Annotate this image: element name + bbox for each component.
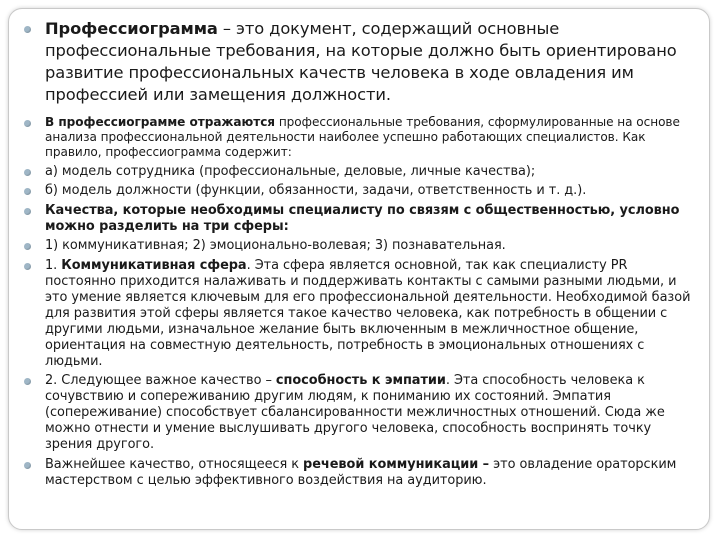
item-text: это овладение ораторским мастерством с целью эффективного воздействия на аудиторию. bbox=[45, 456, 677, 488]
bullet-icon bbox=[24, 378, 31, 385]
item-text: 1) коммуникативная; 2) эмоционально-волевая; 3) познавательная. bbox=[45, 238, 506, 253]
list-item-reflection bbox=[23, 115, 695, 160]
bullet-icon bbox=[24, 208, 31, 215]
bullet-icon bbox=[24, 120, 31, 127]
list-item-spheres bbox=[23, 238, 695, 254]
list-item-communicative bbox=[23, 258, 695, 370]
definition-text: – это документ, содержащий основные профессиональные требования, на которые должно быть ориентировано развитие профессиональных качеств человека в ходе овладения им профессией или замещения должности. bbox=[45, 19, 677, 104]
bullet-icon bbox=[24, 462, 31, 469]
item-bold: Качества, которые необходимы специалисту по связям с общественностью, условно можно разделить на три сферы: bbox=[45, 202, 680, 234]
list-item-qualities bbox=[23, 203, 695, 235]
list-item-definition bbox=[23, 18, 695, 106]
item-text: . Эта способность человека к сочувствию и сопереживанию другим людям, к пониманию их состояний. Эмпатия (сопереживание) способствует сбалансированности межличностных отношений. Сюда же можно отнести и умение выслушивать другого человека, способность воспринять точку зрения другого. bbox=[45, 373, 665, 452]
bullet-icon bbox=[24, 263, 31, 270]
item-bold: речевой коммуникации – bbox=[303, 456, 490, 472]
list-item-speech bbox=[23, 457, 695, 489]
bullet-icon bbox=[24, 188, 31, 195]
item-text: а) модель сотрудника (профессиональные, деловые, личные качества); bbox=[45, 163, 536, 179]
bullet-icon bbox=[24, 243, 31, 250]
bullet-icon bbox=[24, 169, 31, 176]
list-item-position-model bbox=[23, 183, 695, 199]
bullet-icon bbox=[24, 26, 31, 33]
item-bold: В профессиограмме отражаются bbox=[45, 115, 276, 129]
list-item-employee-model bbox=[23, 164, 695, 180]
item-bold: способность к эмпатии bbox=[275, 373, 446, 388]
content-body bbox=[23, 18, 695, 492]
list-item-empathy bbox=[23, 373, 695, 453]
item-prefix: 1. bbox=[45, 257, 62, 273]
item-prefix: Важнейшее качество, относящееся к bbox=[45, 456, 304, 472]
item-text: . Эта сфера является основной, так как специалисту PR постоянно приходится налаживать и поддерживать контакты с самыми разными людьми, и это умение является ключевым для его профессиональной деятельности. Необходимой базой для развития этой сферы является такое качество человека, как потребность в общении с другими людьми, изначальное желание быть включенным в межличностное общение, ориентация на совместную деятельность, потребность в эмоциональных отношениях с людьми. bbox=[45, 257, 691, 369]
item-text: б) модель должности (функции, обязанности, задачи, ответственность и т. д.). bbox=[45, 183, 587, 198]
term-bold: Профессиограмма bbox=[45, 19, 218, 38]
item-text: профессиональные требования, сформулированные на основе анализа профессиональной деятельности наиболее успешно работающих специалистов. Как правило, профессиограмма содержит: bbox=[45, 115, 680, 159]
item-bold: Коммуникативная сфера bbox=[61, 257, 247, 273]
item-prefix: 2. Следующее важное качество – bbox=[45, 373, 276, 388]
